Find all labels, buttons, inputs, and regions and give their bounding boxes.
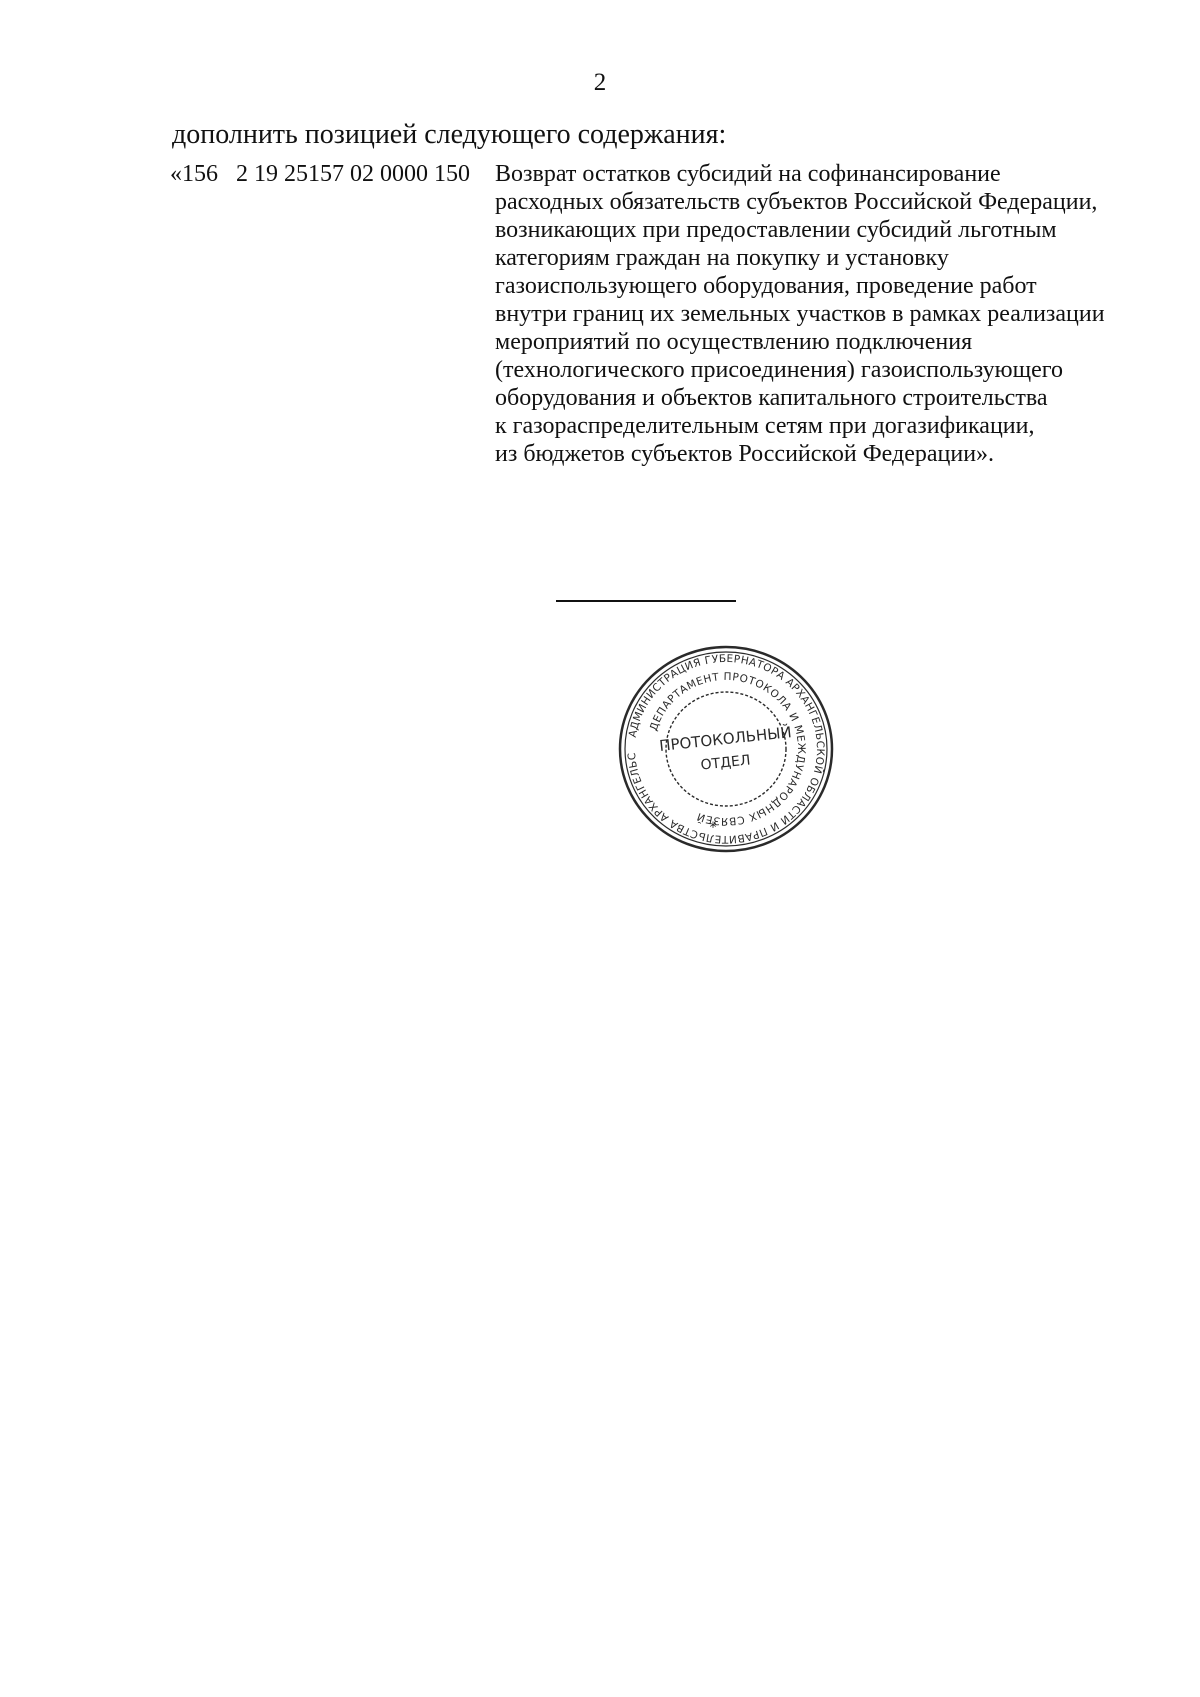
description-line: к газораспределительным сетям при догазификации, xyxy=(495,413,1035,439)
code-description xyxy=(495,160,1135,468)
description-line: Возврат остатков субсидий на софинансирование xyxy=(495,161,1001,187)
description-line: (технологического присоединения) газоиспользующего xyxy=(495,357,1063,383)
description-line: категориям граждан на покупку и установку xyxy=(495,245,949,271)
description-line: внутри границ их земельных участков в рамках реализации xyxy=(495,301,1105,327)
protocol-department-stamp xyxy=(617,644,835,854)
description-line: возникающих при предоставлении субсидий льготным xyxy=(495,217,1057,243)
stamp-outer-text: АДМИНИСТРАЦИЯ ГУБЕРНАТОРА АРХАНГЕЛЬСКОЙ ОБЛАСТИ И ПРАВИТЕЛЬСТВА АРХАНГЕЛЬС xyxy=(626,652,827,846)
page-number: 2 xyxy=(593,69,607,96)
stamp-star: * xyxy=(709,820,717,836)
stamp-seal-icon xyxy=(617,644,835,854)
stamp-inner-text: ДЕПАРТАМЕНТ ПРОТОКОЛА И МЕЖДУНАРОДНЫХ СВЯЗЕЙ xyxy=(647,670,808,828)
description-line: расходных обязательств субъектов Российской Федерации, xyxy=(495,189,1098,215)
end-of-document-rule xyxy=(556,600,736,602)
stamp-center-line2: ОТДЕЛ xyxy=(699,752,752,774)
stamp-center-line1: ПРОТОКОЛЬНЫЙ xyxy=(658,723,793,755)
description-line: газоиспользующего оборудования, проведение работ xyxy=(495,273,1037,299)
description-line: мероприятий по осуществлению подключения xyxy=(495,329,973,355)
description-line: из бюджетов субъектов Российской Федерации». xyxy=(495,441,995,467)
description-line: оборудования и объектов капитального строительства xyxy=(495,385,1048,411)
amendment-intro: дополнить позицией следующего содержания: xyxy=(172,119,727,150)
budget-classification-code: «156 2 19 25157 02 0000 150 xyxy=(170,161,470,187)
